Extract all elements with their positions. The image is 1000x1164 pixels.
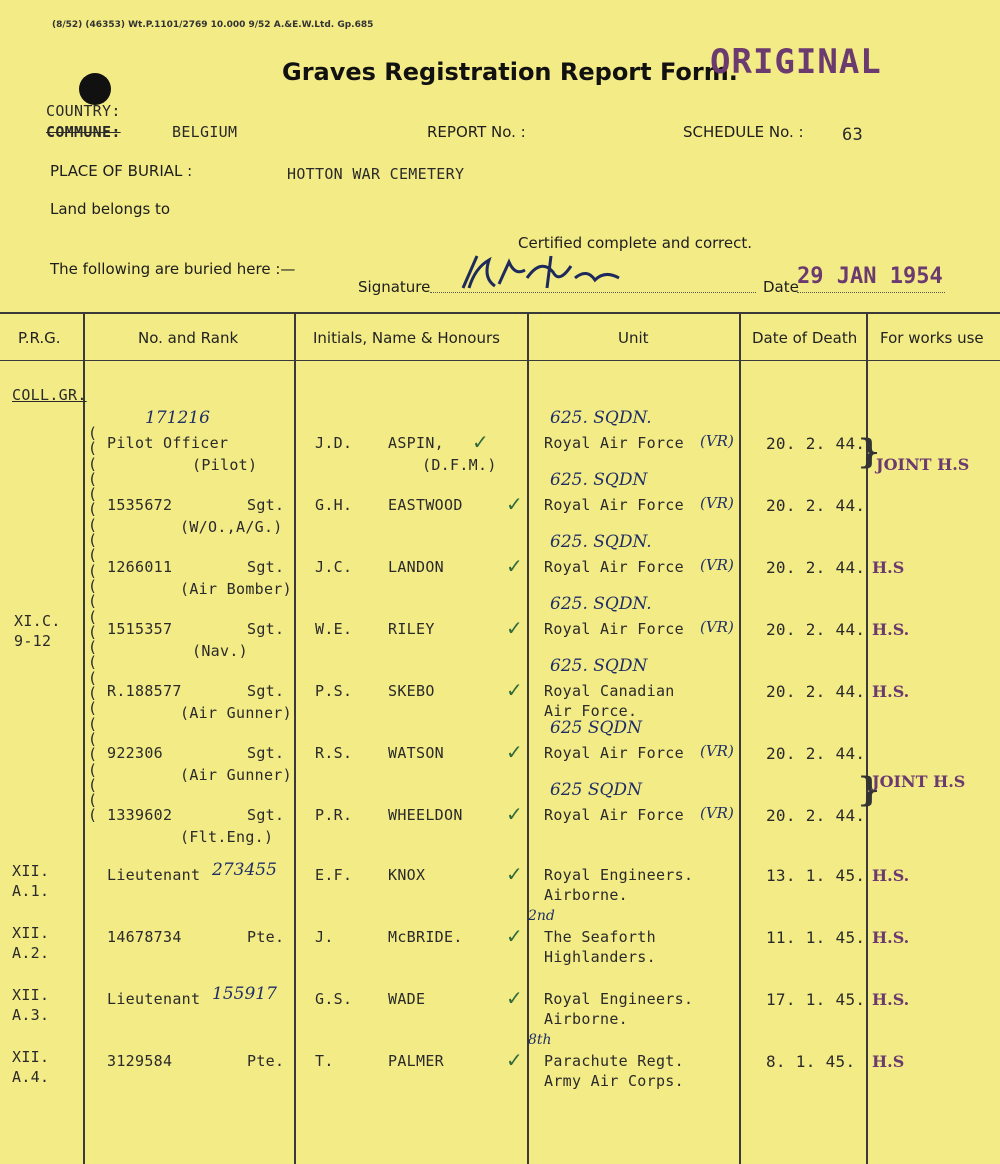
service-number: 3129584	[107, 1052, 173, 1070]
squadron: 625. SQDN.	[550, 594, 652, 614]
surname: LANDON	[388, 558, 444, 576]
service-number: 1339602	[107, 806, 173, 824]
unit-line2: Army Air Corps.	[544, 1072, 684, 1090]
date-of-death: 13. 1. 45.	[766, 866, 866, 885]
surname: WHEELDON	[388, 806, 463, 824]
country-label: COUNTRY:	[46, 102, 121, 120]
buried-label: The following are buried here :—	[50, 260, 296, 278]
service-number: 14678734	[107, 928, 182, 946]
form-title: Graves Registration Report Form.	[282, 58, 738, 86]
date-line	[797, 292, 945, 293]
unit-line2: Airborne.	[544, 1010, 628, 1028]
check-mark: ✓	[506, 554, 523, 578]
initials: G.S.	[315, 990, 353, 1008]
grave-ref: A.4.	[12, 1068, 50, 1086]
unit-line2: Highlanders.	[544, 948, 656, 966]
date-of-death: 8. 1. 45.	[766, 1052, 856, 1071]
surname: SKEBO	[388, 682, 435, 700]
original-stamp: ORIGINAL	[710, 42, 882, 82]
works-stamp: H.S	[872, 558, 905, 577]
works-stamp: H.S.	[872, 866, 910, 885]
grave-ref: A.3.	[12, 1006, 50, 1024]
surname: KNOX	[388, 866, 426, 884]
unit-line1: Royal Air Force	[544, 496, 684, 514]
joint-hs-1: JOINT H.S	[876, 455, 970, 474]
role: (W/O.,A/G.)	[180, 518, 283, 536]
vr-mark: (VR)	[700, 432, 734, 450]
date-of-death: 20. 2. 44.	[766, 744, 866, 763]
surname: WATSON	[388, 744, 444, 762]
check-mark: ✓	[506, 1048, 523, 1072]
vr-mark: (VR)	[700, 618, 734, 636]
handwritten-ordinal: 8th	[528, 1032, 552, 1048]
initials: J.D.	[315, 434, 353, 452]
place-label: PLACE OF BURIAL :	[50, 162, 193, 180]
role: (Air Gunner)	[180, 766, 292, 784]
unit-line1: Royal Air Force	[544, 744, 684, 762]
service-number: 922306	[107, 744, 163, 762]
table-top-rule	[0, 312, 1000, 314]
squadron: 625 SQDN	[550, 780, 642, 800]
surname: ASPIN,	[388, 434, 444, 452]
check-mark: ✓	[506, 802, 523, 826]
initials: R.S.	[315, 744, 353, 762]
grave-group-line1: XI.C.	[14, 612, 61, 630]
date-of-death: 20. 2. 44.	[766, 682, 866, 701]
initials: T.	[315, 1052, 334, 1070]
unit-line1: Royal Engineers.	[544, 990, 694, 1008]
header-date-death: Date of Death	[752, 329, 858, 347]
service-number: 1535672	[107, 496, 173, 514]
punch-hole	[79, 73, 111, 105]
initials: W.E.	[315, 620, 353, 638]
report-label: REPORT No. :	[427, 123, 526, 141]
check-mark: ✓	[506, 740, 523, 764]
brace-mark: }	[858, 770, 880, 810]
grave-ref: XII.	[12, 986, 50, 1004]
unit-line1: Royal Canadian	[544, 682, 675, 700]
handwritten-number: 273455	[212, 860, 277, 880]
surname: McBRIDE.	[388, 928, 463, 946]
rank: Lieutenant	[107, 990, 201, 1008]
squadron: 625. SQDN	[550, 470, 648, 490]
unit-line1: Parachute Regt.	[544, 1052, 684, 1070]
grave-group-line2: 9-12	[14, 632, 52, 650]
rank: Sgt.	[247, 744, 285, 762]
surname: WADE	[388, 990, 426, 1008]
initials: P.S.	[315, 682, 353, 700]
col-divider	[294, 312, 296, 1164]
check-mark: ✓	[506, 678, 523, 702]
unit-line1: Royal Air Force	[544, 434, 684, 452]
date-of-death: 20. 2. 44.	[766, 620, 866, 639]
date-stamp: 29 JAN 1954	[797, 264, 943, 289]
handwritten-number: 155917	[212, 984, 277, 1004]
date-of-death: 11. 1. 45.	[766, 928, 866, 947]
signature-handwriting	[455, 248, 625, 296]
squadron: 625. SQDN.	[550, 532, 652, 552]
handwritten-ordinal: 2nd	[528, 908, 555, 924]
check-mark: ✓	[506, 492, 523, 516]
initials: J.C.	[315, 558, 353, 576]
squadron: 625. SQDN	[550, 656, 648, 676]
date-label: Date	[763, 278, 799, 296]
initials: P.R.	[315, 806, 353, 824]
squadron: 625 SQDN	[550, 718, 642, 738]
header-prg: P.R.G.	[18, 329, 61, 347]
header-no-rank: No. and Rank	[138, 329, 239, 347]
rank: Sgt.	[247, 806, 285, 824]
commune-label: COMMUNE:	[46, 123, 121, 141]
land-label: Land belongs to	[50, 200, 171, 218]
grave-ref: XII.	[12, 924, 50, 942]
date-of-death: 20. 2. 44.	[766, 806, 866, 825]
role: (Pilot)	[192, 456, 258, 474]
date-of-death: 20. 2. 44.	[766, 434, 866, 453]
service-number: R.188577	[107, 682, 182, 700]
rank: Sgt.	[247, 558, 285, 576]
schedule-value: 63	[842, 125, 864, 145]
honours: (D.F.M.)	[422, 456, 497, 474]
vr-mark: (VR)	[700, 494, 734, 512]
rank: Pte.	[247, 928, 285, 946]
grave-ref: XII.	[12, 862, 50, 880]
service-number: 1515357	[107, 620, 173, 638]
vr-mark: (VR)	[700, 556, 734, 574]
works-stamp: H.S.	[872, 990, 910, 1009]
unit-line1: Royal Air Force	[544, 806, 684, 824]
unit-line1: Royal Engineers.	[544, 866, 694, 884]
vr-mark: (VR)	[700, 804, 734, 822]
rank: Pilot Officer	[107, 434, 229, 452]
squadron: 625. SQDN.	[550, 408, 652, 428]
check-mark: ✓	[506, 616, 523, 640]
grave-ref: A.1.	[12, 882, 50, 900]
works-stamp: H.S.	[872, 620, 910, 639]
unit-line1: Royal Air Force	[544, 558, 684, 576]
check-mark: ✓	[506, 862, 523, 886]
unit-line2: Airborne.	[544, 886, 628, 904]
brace-mark: }	[858, 432, 880, 472]
check-mark: ✓	[506, 924, 523, 948]
handwritten-number: 171216	[145, 408, 210, 428]
place-value: HOTTON WAR CEMETERY	[287, 165, 465, 183]
col-divider	[83, 312, 85, 1164]
print-code: (8/52) (46353) Wt.P.1101/2769 10.000 9/52 A.&E.W.Ltd. Gp.685	[52, 20, 374, 30]
date-of-death: 17. 1. 45.	[766, 990, 866, 1009]
unit-line1: The Seaforth	[544, 928, 656, 946]
unit-line2: Air Force.	[544, 702, 638, 720]
date-of-death: 20. 2. 44.	[766, 558, 866, 577]
date-of-death: 20. 2. 44.	[766, 496, 866, 515]
service-number: 1266011	[107, 558, 173, 576]
rank: Sgt.	[247, 682, 285, 700]
grave-ref: XII.	[12, 1048, 50, 1066]
works-stamp: H.S.	[872, 682, 910, 701]
country-value: BELGIUM	[172, 123, 238, 141]
role: (Air Bomber)	[180, 580, 292, 598]
check-mark: ✓	[472, 430, 489, 454]
surname: PALMER	[388, 1052, 444, 1070]
initials: G.H.	[315, 496, 353, 514]
rank: Lieutenant	[107, 866, 201, 884]
surname: EASTWOOD	[388, 496, 463, 514]
role: (Air Gunner)	[180, 704, 292, 722]
grave-ref: A.2.	[12, 944, 50, 962]
certified-text: Certified complete and correct.	[518, 234, 752, 252]
signature-label: Signature	[358, 278, 431, 296]
initials: E.F.	[315, 866, 353, 884]
schedule-label: SCHEDULE No. :	[683, 123, 804, 141]
role: (Flt.Eng.)	[180, 828, 274, 846]
coll-gr-label: COLL.GR.	[12, 386, 87, 404]
role: (Nav.)	[192, 642, 248, 660]
header-name: Initials, Name & Honours	[313, 329, 500, 347]
check-mark: ✓	[506, 986, 523, 1010]
rank: Pte.	[247, 1052, 285, 1070]
works-stamp: H.S.	[872, 928, 910, 947]
collective-bracket: ( ( ( ( ( ( ( ( ( ( ( ( ( ( ( ( ( ( ( ( ( ( ( ( ( (	[88, 424, 98, 825]
initials: J.	[315, 928, 334, 946]
joint-hs-2: JOINT H.S	[872, 772, 966, 791]
rank: Sgt.	[247, 496, 285, 514]
header-works: For works use	[880, 329, 984, 347]
table-header-rule	[0, 360, 1000, 361]
vr-mark: (VR)	[700, 742, 734, 760]
rank: Sgt.	[247, 620, 285, 638]
works-stamp: H.S	[872, 1052, 905, 1071]
unit-line1: Royal Air Force	[544, 620, 684, 638]
col-divider	[739, 312, 741, 1164]
header-unit: Unit	[618, 329, 649, 347]
surname: RILEY	[388, 620, 435, 638]
